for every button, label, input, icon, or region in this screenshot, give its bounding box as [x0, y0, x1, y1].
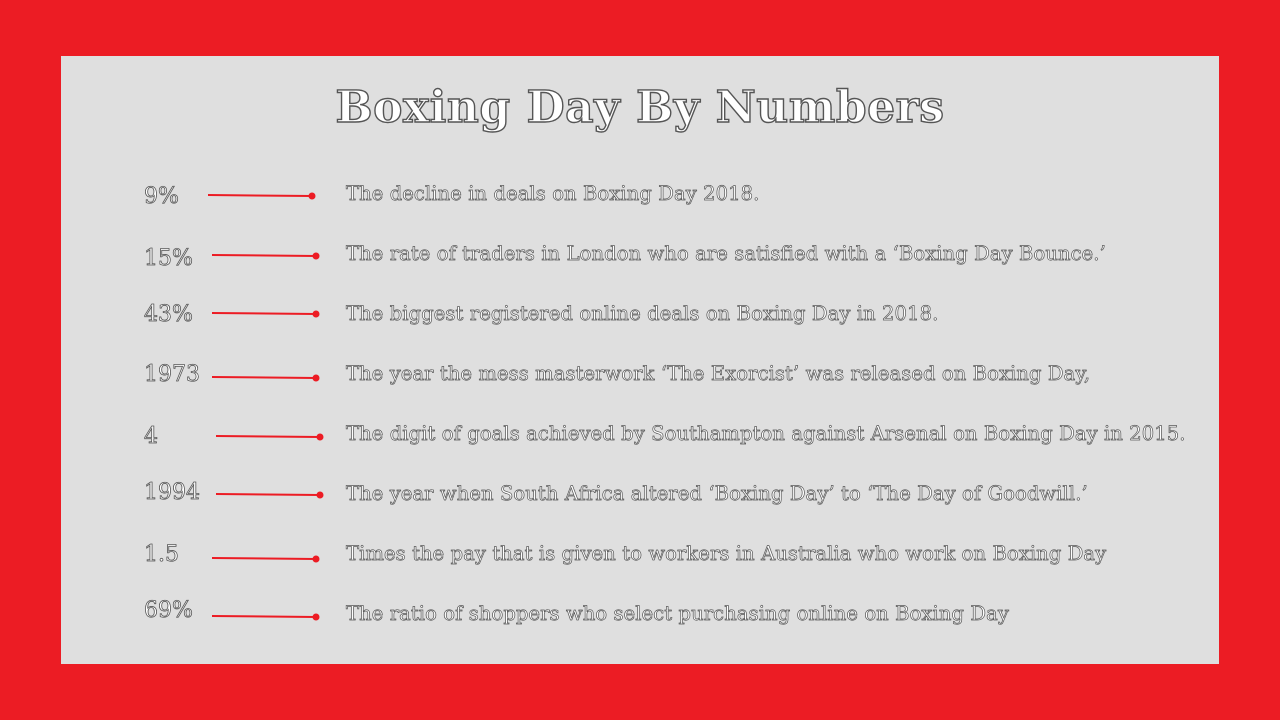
- page-title: Boxing Day By Numbers: [335, 82, 945, 133]
- stat-description: The biggest registered online deals on Boxing Day in 2018.: [346, 302, 939, 325]
- stat-row: [0, 422, 1280, 462]
- stat-value: 4: [144, 424, 158, 449]
- stat-description: The ratio of shoppers who select purchasing online on Boxing Day: [346, 602, 1009, 625]
- stat-description: Times the pay that is given to workers in Australia who work on Boxing Day: [346, 542, 1107, 565]
- stat-value: 1994: [144, 480, 200, 505]
- stat-row: [0, 482, 1280, 522]
- stat-description: The year when South Africa altered ‘Boxing Day’ to ‘The Day of Goodwill.’: [346, 482, 1088, 505]
- stat-value: 1.5: [144, 542, 179, 567]
- stat-value: 1973: [144, 362, 200, 387]
- stat-row: [0, 598, 1280, 642]
- stat-description: The digit of goals achieved by Southampton against Arsenal on Boxing Day in 2015.: [346, 422, 1186, 445]
- stat-value: 69%: [144, 598, 193, 623]
- stat-description: The rate of traders in London who are satisfied with a ‘Boxing Day Bounce.’: [346, 242, 1106, 265]
- stat-row: [0, 362, 1280, 402]
- stat-value: 15%: [144, 246, 193, 271]
- stat-description: The year the mess masterwork ‘The Exorcist’ was released on Boxing Day,: [346, 362, 1091, 385]
- stat-row: [0, 242, 1280, 282]
- stat-value: 43%: [144, 302, 193, 327]
- stat-value: 9%: [144, 184, 179, 209]
- stat-row: [0, 182, 1280, 222]
- stat-description: The decline in deals on Boxing Day 2018.: [346, 182, 760, 205]
- stat-row: [0, 542, 1280, 582]
- stat-row: [0, 302, 1280, 342]
